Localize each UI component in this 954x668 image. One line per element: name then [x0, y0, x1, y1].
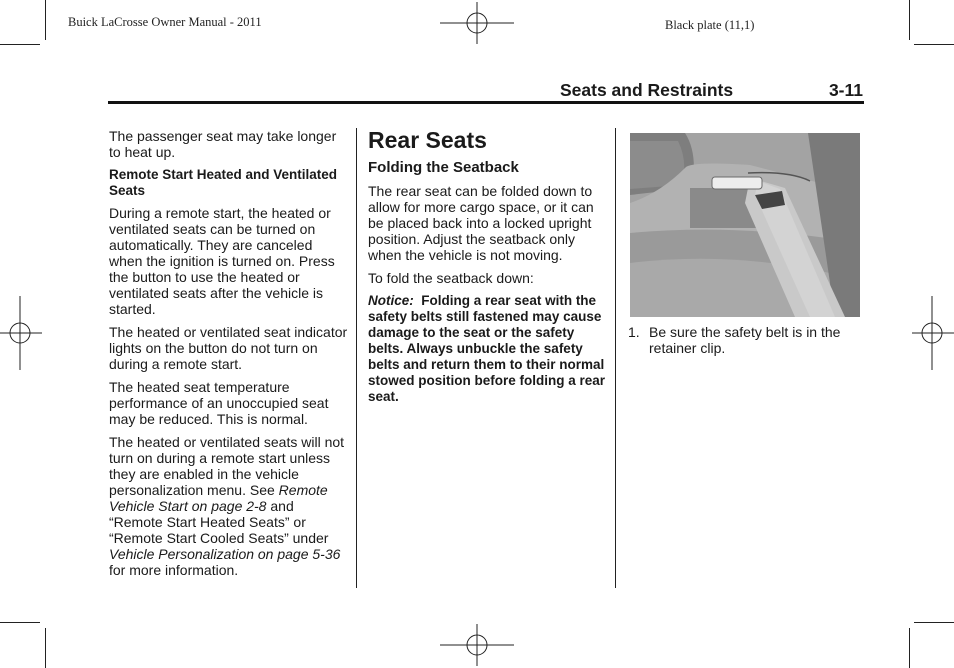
- crop-mark: [45, 628, 46, 668]
- crop-mark: [45, 0, 46, 40]
- section-title: Seats and Restraints: [560, 80, 734, 100]
- registration-target-icon: [440, 624, 514, 666]
- notice-text: Folding a rear seat with the safety belts still fastened may cause damage to the seat or the safety belts. Always unbuckle the safety belts and return them to their normal stowed position before folding a rear seat.: [368, 293, 606, 404]
- paragraph: [109, 434, 349, 578]
- text: The heated or ventilated seats will not turn on during a remote start unless they are enabled in the vehicle personalization menu. See: [109, 434, 345, 498]
- paragraph: The rear seat can be folded down to allow for more cargo space, or it can be placed back into a locked upright position. Adjust the seatback only when the vehicle is not moving.: [368, 183, 594, 263]
- registration-target-icon: [912, 296, 954, 370]
- page-number: 3-11: [828, 80, 863, 100]
- crop-mark: [909, 628, 910, 668]
- text: for more information.: [109, 562, 239, 578]
- instruction-step: [628, 324, 863, 356]
- notice-paragraph: [368, 293, 608, 405]
- paragraph: During a remote start, the heated or ventilated seats can be turned on automatically. They are canceled when the ignition is turned on. Press the button to use the heated or ventilated seats after the vehicle is started.: [109, 205, 335, 317]
- cross-reference-link[interactable]: Vehicle Personalization on page 5-36: [109, 546, 341, 562]
- header-rule: [108, 101, 864, 104]
- crop-mark: [0, 622, 40, 623]
- paragraph: The passenger seat may take longer to heat up.: [109, 128, 337, 160]
- step-number: 1.: [628, 324, 640, 340]
- text: and “Remote Start Heated Seats” or “Remote Start Cooled Seats” under: [109, 498, 329, 546]
- left-column: [109, 128, 349, 585]
- running-header-title: Buick LaCrosse Owner Manual - 2011: [68, 15, 262, 29]
- page-header: [560, 80, 863, 101]
- paragraph: To fold the seatback down:: [368, 270, 534, 286]
- crop-mark: [909, 0, 910, 40]
- crop-mark: [914, 622, 954, 623]
- middle-column: [368, 127, 608, 412]
- paragraph: The heated or ventilated seat indicator lights on the button do not turn on during a remote start.: [109, 324, 348, 372]
- registration-target-icon: [0, 296, 42, 370]
- paragraph: The heated seat temperature performance of an unoccupied seat may be reduced. This is normal.: [109, 379, 329, 427]
- column-divider: [356, 128, 357, 588]
- section-heading: Rear Seats: [368, 127, 487, 153]
- step-text: Be sure the safety belt is in the retainer clip.: [649, 324, 841, 356]
- cross-reference-link[interactable]: Remote Vehicle Start on page 2-8: [109, 482, 328, 514]
- registration-target-icon: [440, 2, 514, 44]
- notice-label: Notice:: [368, 293, 414, 308]
- crop-mark: [914, 44, 954, 45]
- column-divider: [615, 128, 616, 588]
- seat-belt-retainer-illustration: [630, 133, 860, 317]
- subsection-heading: Folding the Seatback: [368, 159, 519, 176]
- running-header-plate: Black plate (11,1): [665, 18, 755, 32]
- subsection-heading: Remote Start Heated and Ventilated Seats: [109, 167, 338, 198]
- seat-belt-photo-icon: [630, 133, 860, 317]
- crop-mark: [0, 44, 40, 45]
